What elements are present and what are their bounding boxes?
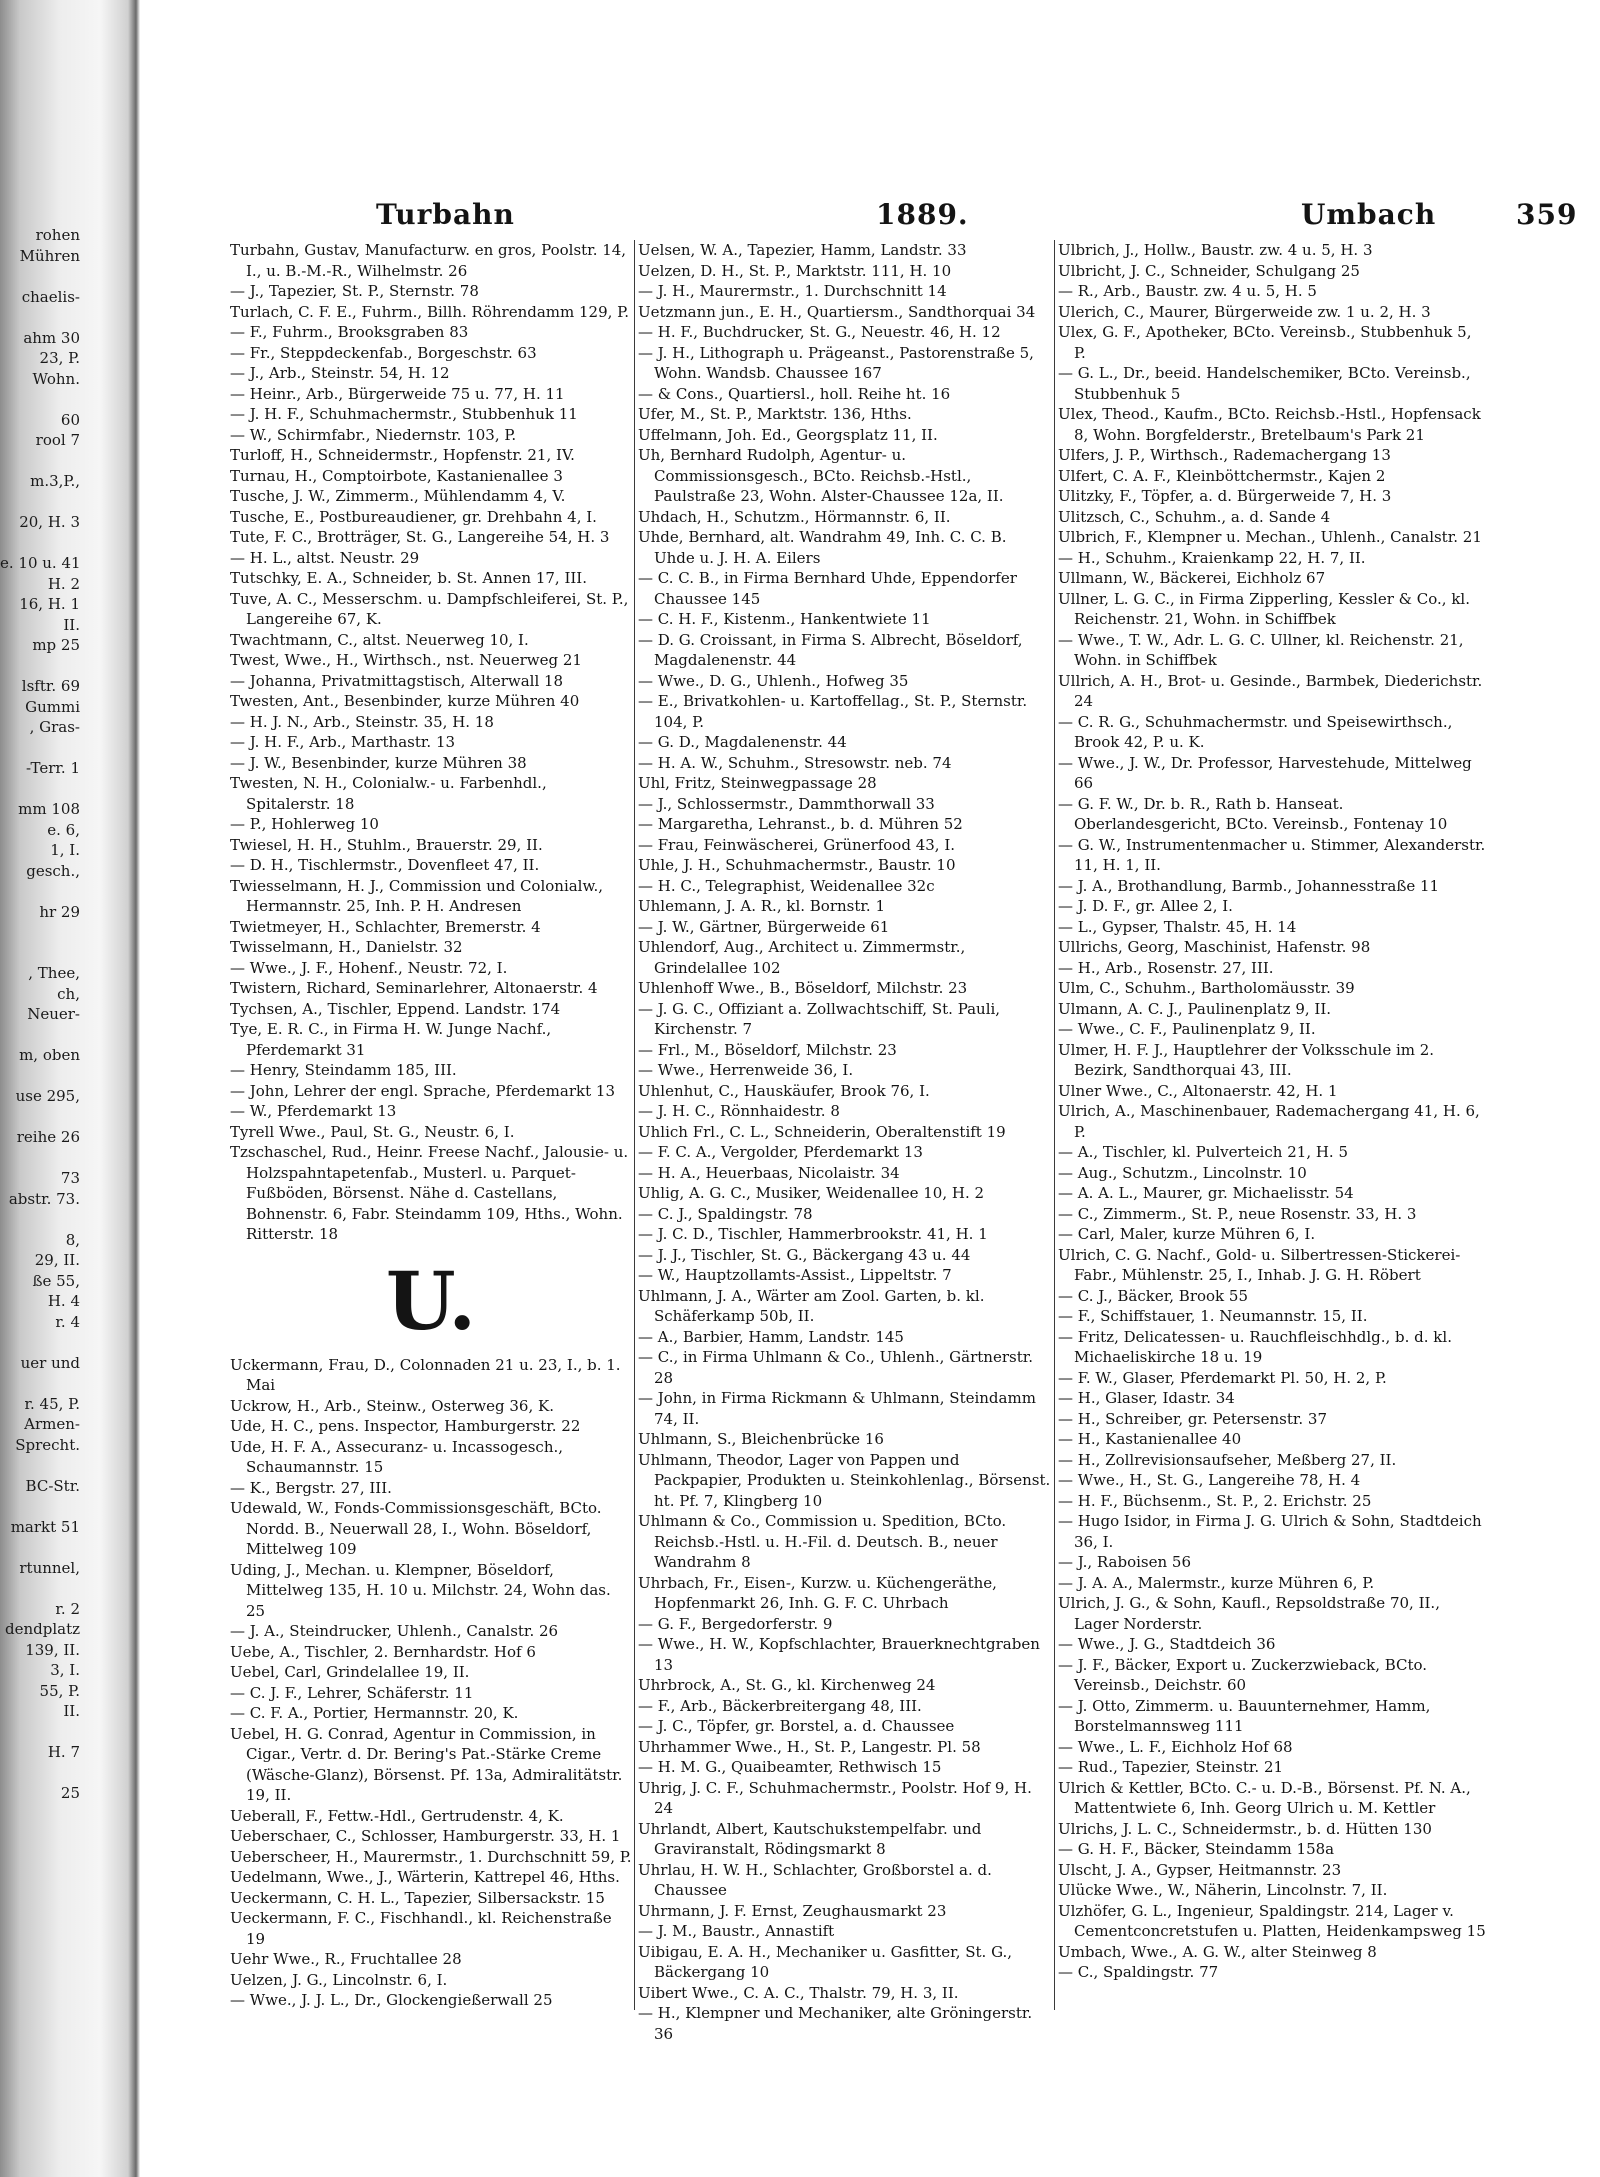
directory-entry: — J. D. F., gr. Allee 2, I. xyxy=(1058,897,1233,915)
gutter-fragment: 60 xyxy=(60,410,80,429)
directory-entry: — J. H., Lithograph u. Prägeanst., Pastorenstraße 5, Wohn. Wandsb. Chaussee 167 xyxy=(638,343,1034,382)
gutter-fragment xyxy=(0,738,80,759)
gutter-fragment: Neuer- xyxy=(27,1005,80,1023)
directory-entry: — F., Schiffstauer, 1. Neumannstr. 15, II. xyxy=(1058,1307,1368,1325)
gutter-fragment: 139, II. xyxy=(25,1640,80,1659)
gutter-fragment xyxy=(0,389,80,410)
directory-entry: Uhlenhut, C., Hauskäufer, Brook 76, I. xyxy=(638,1081,930,1100)
directory-entry: — C. J. F., Lehrer, Schäferstr. 11 xyxy=(230,1683,474,1702)
gutter-fragment: 3, I. xyxy=(50,1661,80,1679)
gutter-fragment: lsftr. 69 xyxy=(21,677,80,695)
directory-entry: Ulfers, J. P., Wirthsch., Rademachergang 13 xyxy=(1058,446,1391,464)
directory-entry: — John, in Firma Rickmann & Uhlmann, Steindamm 74, II. xyxy=(638,1389,1036,1428)
gutter-fragment: e. 10 u. 41 xyxy=(0,554,81,572)
directory-entry: Ulrich, C. G. Nachf., Gold- u. Silbertressen-Stickerei-Fabr., Mühlenstr. 25, I., Inhab. J. G. H. Röbert xyxy=(1058,1245,1461,1284)
gutter-fragment xyxy=(0,1578,80,1599)
gutter-fragment: markt 51 xyxy=(10,1517,80,1536)
directory-entry: Uhlemann, J. A. R., kl. Bornstr. 1 xyxy=(638,897,885,915)
directory-entry: — Wwe., T. W., Adr. L. G. C. Ullner, kl. Reichenstr. 21, Wohn. in Schiffbek xyxy=(1058,630,1464,669)
directory-entry: Ude, H. C., pens. Inspector, Hamburgerstr. 22 xyxy=(230,1417,581,1435)
directory-entry: — F. W., Glaser, Pferdemarkt Pl. 50, H. 2, P. xyxy=(1058,1368,1387,1387)
gutter-fragment: e. 6, xyxy=(47,820,80,839)
directory-entry: — Wwe., J. G., Stadtdeich 36 xyxy=(1058,1635,1276,1653)
directory-entry: — J. H., Maurermstr., 1. Durchschnitt 14 xyxy=(638,282,947,300)
directory-entry: Tychsen, A., Tischler, Eppend. Landstr. 174 xyxy=(230,999,561,1018)
directory-entry: — H., Schuhm., Kraienkamp 22, H. 7, II. xyxy=(1058,548,1366,567)
gutter-fragment: mm 108 xyxy=(18,800,80,818)
directory-entry: Uhrlau, H. W. H., Schlachter, Großborstel a. d. Chaussee xyxy=(638,1860,992,1899)
directory-entry: Tye, E. R. C., in Firma H. W. Junge Nachf., Pferdemarkt 31 xyxy=(230,1020,552,1059)
directory-entry: Uhl, Fritz, Steinwegpassage 28 xyxy=(638,774,877,792)
directory-entry: — H. J. N., Arb., Steinstr. 35, H. 18 xyxy=(230,712,494,731)
directory-entry: Ullmann, W., Bäckerei, Eichholz 67 xyxy=(1058,569,1326,587)
gutter-fragment: H. 2 xyxy=(47,574,80,593)
directory-entry: — Henry, Steindamm 185, III. xyxy=(230,1061,457,1079)
column-rule xyxy=(1054,240,1055,2010)
gutter-fragment: 29, II. xyxy=(34,1251,80,1269)
gutter-fragment: , Thee, xyxy=(28,964,80,982)
gutter-fragment: ch, xyxy=(57,984,80,1003)
directory-entry: — J. C., Töpfer, gr. Borstel, a. d. Chaussee xyxy=(638,1717,955,1735)
gutter-fragment: 23, P. xyxy=(39,349,80,367)
directory-entry: — Fritz, Delicatessen- u. Rauchfleischhdlg., b. d. kl. Michaeliskirche 18 u. 19 xyxy=(1058,1327,1452,1366)
directory-entry: — H., Klempner und Mechaniker, alte Gröningerstr. 36 xyxy=(638,2004,1033,2043)
directory-entry: — J., Schlossermstr., Dammthorwall 33 xyxy=(638,794,935,813)
directory-entry: — J. H. F., Schuhmachermstr., Stubbenhuk 11 xyxy=(230,405,578,423)
directory-entry: Uckrow, H., Arb., Steinw., Osterweg 36, K. xyxy=(230,1396,554,1415)
page-header xyxy=(226,198,1576,234)
directory-entry: Uhlmann, J. A., Wärter am Zool. Garten, b. kl. Schäferkamp 50b, II. xyxy=(638,1286,985,1325)
directory-entry: Ulmann, A. C. J., Paulinenplatz 9, II. xyxy=(1058,999,1332,1018)
directory-entry: — Wwe., J. F., Hohenf., Neustr. 72, I. xyxy=(230,958,508,977)
directory-entry: Uckermann, Frau, D., Colonnaden 21 u. 23, I., b. 1. Mai xyxy=(230,1355,621,1394)
directory-entry: — Heinr., Arb., Bürgerweide 75 u. 77, H. 11 xyxy=(230,384,565,403)
gutter-fragment: rtunnel, xyxy=(19,1558,80,1577)
gutter-fragment: -Terr. 1 xyxy=(25,759,80,777)
directory-entry: Twietmeyer, H., Schlachter, Bremerstr. 4 xyxy=(230,917,541,936)
directory-entry: — J. J., Tischler, St. G., Bäckergang 43 u. 44 xyxy=(638,1245,971,1264)
directory-entry: — E., Brivatkohlen- u. Kartoffellag., St. P., Sternstr. 104, P. xyxy=(638,692,1028,731)
directory-entry: — C. R. G., Schuhmachermstr. und Speisewirthsch., Brook 42, P. u. K. xyxy=(1058,712,1453,751)
header-year: 1889. xyxy=(876,198,969,231)
directory-entry: — J. G. C., Offiziant a. Zollwachtschiff, St. Pauli, Kirchenstr. 7 xyxy=(638,999,1001,1038)
directory-entry: Uhrhammer Wwe., H., St. P., Langestr. Pl. 58 xyxy=(638,1737,981,1756)
gutter-fragment: 55, P. xyxy=(39,1681,80,1700)
directory-entry: Turnau, H., Comptoirbote, Kastanienallee 3 xyxy=(230,466,563,485)
directory-entry: Tuve, A. C., Messerschm. u. Dampfschleiferei, St. P., Langereihe 67, K. xyxy=(230,589,629,628)
directory-entry: Uelsen, W. A., Tapezier, Hamm, Landstr. 33 xyxy=(638,241,967,259)
directory-entry: — J. A. A., Malermstr., kurze Mühren 6, P. xyxy=(1058,1573,1375,1592)
directory-entry: Uebe, A., Tischler, 2. Bernhardstr. Hof 6 xyxy=(230,1642,536,1661)
gutter-fragment xyxy=(0,1373,80,1394)
directory-entry: — Wwe., J. W., Dr. Professor, Harvestehude, Mittelweg 66 xyxy=(1058,753,1472,792)
gutter-fragment: uer und xyxy=(20,1353,80,1372)
directory-entry: — H. M. G., Quaibeamter, Rethwisch 15 xyxy=(638,1758,942,1776)
directory-entry: — G. F., Bergedorferstr. 9 xyxy=(638,1614,833,1633)
directory-entry: Ueberschaer, C., Schlosser, Hamburgerstr. 33, H. 1 xyxy=(230,1827,621,1845)
gutter-fragment: abstr. 73. xyxy=(8,1189,80,1208)
directory-entry: Uelzen, D. H., St. P., Marktstr. 111, H. 10 xyxy=(638,261,952,280)
directory-entry: Twachtmann, C., altst. Neuerweg 10, I. xyxy=(230,630,529,649)
directory-entry: Uhrig, J. C. F., Schuhmachermstr., Poolstr. Hof 9, H. 24 xyxy=(638,1778,1032,1817)
directory-entry: Twisselmann, H., Danielstr. 32 xyxy=(230,938,463,956)
directory-entry: Ulrich, A., Maschinenbauer, Rademachergang 41, H. 6, P. xyxy=(1058,1102,1480,1141)
directory-entry: — J. Otto, Zimmerm. u. Bauunternehmer, Hamm, Borstelmannsweg 111 xyxy=(1058,1696,1431,1735)
gutter-fragment xyxy=(0,779,80,800)
header-last-entry: Umbach xyxy=(1301,198,1437,231)
directory-entry: Ulrichs, J. L. C., Schneidermstr., b. d. Hütten 130 xyxy=(1058,1819,1432,1838)
directory-entry: Ulerich, C., Maurer, Bürgerweide zw. 1 u. 2, H. 3 xyxy=(1058,302,1431,321)
directory-entry: Uhle, J. H., Schuhmachermstr., Baustr. 10 xyxy=(638,856,956,874)
directory-entry: — J. W., Besenbinder, kurze Mühren 38 xyxy=(230,753,527,772)
gutter-fragment: Gummi xyxy=(25,697,80,716)
directory-entry: Uhrmann, J. F. Ernst, Zeughausmarkt 23 xyxy=(638,1901,947,1920)
directory-entry: — A., Barbier, Hamm, Landstr. 145 xyxy=(638,1327,904,1346)
previous-page-fragments xyxy=(0,225,80,1804)
directory-entry: — J. H. F., Arb., Marthastr. 13 xyxy=(230,733,456,751)
directory-entry: Uibigau, E. A. H., Mechaniker u. Gasfitter, St. G., Bäckergang 10 xyxy=(638,1942,1013,1981)
directory-entry: Ulmer, H. F. J., Hauptlehrer der Volksschule im 2. Bezirk, Sandthorquai 43, III. xyxy=(1058,1040,1435,1079)
directory-entry: Uhrlandt, Albert, Kautschukstempelfabr. und Graviranstalt, Rödingsmarkt 8 xyxy=(638,1819,982,1858)
directory-entry: Ulex, Theod., Kaufm., BCto. Reichsb.-Hstl., Hopfensack 8, Wohn. Borgfelderstr., Bretelbaum's Park 21 xyxy=(1058,405,1481,444)
gutter-fragment: 20, H. 3 xyxy=(19,513,80,531)
column-2 xyxy=(638,240,1052,2043)
directory-entry: — F., Arb., Bäckerbreitergang 48, III. xyxy=(638,1696,922,1715)
directory-entry: Ueckermann, F. C., Fischhandl., kl. Reichenstraße 19 xyxy=(230,1909,612,1948)
header-first-entry: Turbahn xyxy=(376,198,515,231)
directory-entry: — Wwe., Herrenweide 36, I. xyxy=(638,1061,854,1079)
gutter-fragment xyxy=(0,1107,80,1128)
directory-entry: — A. A. L., Maurer, gr. Michaelisstr. 54 xyxy=(1058,1184,1354,1202)
directory-entry: Twest, Wwe., H., Wirthsch., nst. Neuerweg 21 xyxy=(230,651,582,669)
directory-entry: Uhlig, A. G. C., Musiker, Weidenallee 10, H. 2 xyxy=(638,1184,985,1202)
directory-entry: — Wwe., D. G., Uhlenh., Hofweg 35 xyxy=(638,671,909,690)
directory-entry: Turbahn, Gustav, Manufacturw. en gros, Poolstr. 14, I., u. B.-M.-R., Wilhelmstr. 26 xyxy=(230,241,627,280)
directory-entry: — H. C., Telegraphist, Weidenallee 32c xyxy=(638,876,935,895)
directory-entry: — C. J., Bäcker, Brook 55 xyxy=(1058,1286,1248,1305)
directory-entry: — G. F. W., Dr. b. R., Rath b. Hanseat. Oberlandesgericht, BCto. Vereinsb., Fontenay 10 xyxy=(1058,794,1448,833)
gutter-fragment: r. 45, P. xyxy=(24,1394,80,1413)
directory-entry: — H., Glaser, Idastr. 34 xyxy=(1058,1389,1235,1407)
gutter-fragment: rohen xyxy=(35,226,80,244)
directory-entry: Ulbrich, F., Klempner u. Mechan., Uhlenh., Canalstr. 21 xyxy=(1058,528,1482,546)
directory-entry: — H. A. W., Schuhm., Stresowstr. neb. 74 xyxy=(638,753,952,772)
directory-entry: Umbach, Wwe., A. G. W., alter Steinweg 8 xyxy=(1058,1942,1377,1961)
directory-entry: Uelzen, J. G., Lincolnstr. 6, I. xyxy=(230,1970,448,1989)
section-letter: U. xyxy=(385,1253,477,1348)
directory-entry: — C., Spaldingstr. 77 xyxy=(1058,1963,1219,1981)
directory-entry: Ulner Wwe., C., Altonaerstr. 42, H. 1 xyxy=(1058,1081,1338,1100)
directory-entry: — Wwe., J. J. L., Dr., Glockengießerwall 25 xyxy=(230,1991,553,2009)
gutter-fragment xyxy=(0,922,80,943)
directory-entry: Ueberall, F., Fettw.-Hdl., Gertrudenstr. 4, K. xyxy=(230,1806,564,1825)
gutter-fragment: reihe 26 xyxy=(16,1128,80,1146)
directory-entry: Uhlenhoff Wwe., B., Böseldorf, Milchstr. 23 xyxy=(638,979,968,997)
directory-entry: — J., Raboisen 56 xyxy=(1058,1553,1192,1571)
directory-entry: Tutschky, E. A., Schneider, b. St. Annen 17, III. xyxy=(230,569,587,587)
directory-entry: Uhrbach, Fr., Eisen-, Kurzw. u. Küchengeräthe, Hopfenmarkt 26, Inh. G. F. C. Uhrbach xyxy=(638,1573,997,1612)
gutter-fragment xyxy=(0,881,80,902)
gutter-fragment xyxy=(0,533,80,554)
gutter-fragment: H. 4 xyxy=(47,1292,80,1310)
book-gutter xyxy=(0,0,140,2177)
directory-entry: Uehr Wwe., R., Fruchtallee 28 xyxy=(230,1950,462,1968)
directory-entry: Ulzhöfer, G. L., Ingenieur, Spaldingstr. 214, Lager v. Cementconcretstufen u. Platten, Heidenkampsweg 15 xyxy=(1058,1901,1486,1940)
directory-entry: Ulücke Wwe., W., Näherin, Lincolnstr. 7, II. xyxy=(1058,1881,1388,1899)
gutter-fragment xyxy=(0,492,80,513)
directory-entry: Uhlmann, Theodor, Lager von Pappen und Packpapier, Produkten u. Steinkohlenlag., Börsenst. ht. Pf. 7, Klingberg 10 xyxy=(638,1450,1051,1510)
directory-entry: — Wwe., L. F., Eichholz Hof 68 xyxy=(1058,1737,1293,1756)
directory-entry: — Margaretha, Lehranst., b. d. Mühren 52 xyxy=(638,815,963,833)
directory-entry: — C. C. B., in Firma Bernhard Uhde, Eppendorfer Chaussee 145 xyxy=(638,569,1017,608)
directory-entry: Ulitzky, F., Töpfer, a. d. Bürgerweide 7, H. 3 xyxy=(1058,487,1392,505)
gutter-fragment: 16, H. 1 xyxy=(19,595,80,613)
directory-entry: — W., Schirmfabr., Niedernstr. 103, P. xyxy=(230,425,517,444)
directory-entry: Ulitzsch, C., Schuhm., a. d. Sande 4 xyxy=(1058,507,1331,526)
gutter-fragment: Wohn. xyxy=(32,369,80,388)
gutter-fragment: ße 55, xyxy=(32,1271,80,1290)
directory-entry: — R., Arb., Baustr. zw. 4 u. 5, H. 5 xyxy=(1058,282,1317,300)
directory-entry: Uhlendorf, Aug., Architect u. Zimmermstr., Grindelallee 102 xyxy=(638,938,966,977)
directory-entry: Ulrich & Kettler, BCto. C.- u. D.-B., Börsenst. Pf. N. A., Mattentwiete 6, Inh. Georg Ulrich u. M. Kettler xyxy=(1058,1778,1471,1817)
gutter-fragment xyxy=(0,656,80,677)
directory-entry: Ulbricht, J. C., Schneider, Schulgang 25 xyxy=(1058,261,1360,280)
directory-entry: Uebel, Carl, Grindelallee 19, II. xyxy=(230,1663,470,1681)
directory-entry: — H. L., altst. Neustr. 29 xyxy=(230,548,420,567)
directory-entry: — J. A., Steindrucker, Uhlenh., Canalstr. 26 xyxy=(230,1622,559,1640)
directory-entry: — W., Pferdemarkt 13 xyxy=(230,1102,397,1120)
directory-entry: Uding, J., Mechan. u. Klempner, Böseldorf, Mittelweg 135, H. 10 u. Milchstr. 24, Wohn das. 25 xyxy=(230,1560,611,1620)
directory-entry: — H. F., Büchsenm., St. P., 2. Erichstr. 25 xyxy=(1058,1491,1372,1510)
directory-entry: Ude, H. F. A., Assecuranz- u. Incassogesch., Schaumannstr. 15 xyxy=(230,1437,564,1476)
gutter-fragment: gesch., xyxy=(26,861,80,880)
directory-entry: Uedelmann, Wwe., J., Wärterin, Kattrepel 46, Hths. xyxy=(230,1868,620,1886)
directory-entry: — P., Hohlerweg 10 xyxy=(230,815,379,833)
columns xyxy=(222,240,1582,2043)
directory-entry: Ulm, C., Schuhm., Bartholomäusstr. 39 xyxy=(1058,979,1355,997)
directory-entry: Ullrichs, Georg, Maschinist, Hafenstr. 98 xyxy=(1058,938,1371,956)
gutter-fragment: m, oben xyxy=(19,1046,80,1064)
gutter-fragment xyxy=(0,1066,80,1087)
directory-entry: — J. F., Bäcker, Export u. Zuckerzwieback, BCto. Vereinsb., Deichstr. 60 xyxy=(1058,1655,1428,1694)
directory-entry: Uibert Wwe., C. A. C., Thalstr. 79, H. 3, II. xyxy=(638,1983,959,2002)
directory-entry: — & Cons., Quartiersl., holl. Reihe ht. 16 xyxy=(638,384,951,403)
directory-entry: — Frl., M., Böseldorf, Milchstr. 23 xyxy=(638,1040,897,1059)
directory-entry: — Frau, Feinwäscherei, Grünerfood 43, I. xyxy=(638,835,956,854)
directory-entry: Ueberscheer, H., Maurermstr., 1. Durchschnitt 59, P. xyxy=(230,1847,632,1866)
directory-entry: Uetzmann jun., E. H., Quartiersm., Sandthorquai 34 xyxy=(638,302,1036,321)
directory-entry: — Wwe., H., St. G., Langereihe 78, H. 4 xyxy=(1058,1471,1361,1489)
gutter-fragment xyxy=(0,1455,80,1476)
directory-entry: Twiesselmann, H. J., Commission und Colonialw., Hermannstr. 25, Inh. P. H. Andresen xyxy=(230,876,604,915)
gutter-fragment: Armen- xyxy=(24,1415,80,1433)
directory-entry: — C., Zimmerm., St. P., neue Rosenstr. 33, H. 3 xyxy=(1058,1204,1417,1223)
directory-entry: — F., Fuhrm., Brooksgraben 83 xyxy=(230,323,469,341)
directory-entry: — Wwe., C. F., Paulinenplatz 9, II. xyxy=(1058,1020,1316,1038)
directory-entry: — Aug., Schutzm., Lincolnstr. 10 xyxy=(1058,1163,1307,1182)
directory-entry: — J. C. D., Tischler, Hammerbrookstr. 41, H. 1 xyxy=(638,1225,988,1243)
directory-entry: — Carl, Maler, kurze Mühren 6, I. xyxy=(1058,1225,1316,1243)
directory-entry: Tusche, J. W., Zimmerm., Mühlendamm 4, V. xyxy=(230,487,566,505)
directory-entry: — C. H. F., Kistenm., Hankentwiete 11 xyxy=(638,610,931,628)
directory-entry: — J. A., Brothandlung, Barmb., Johannesstraße 11 xyxy=(1058,876,1440,895)
directory-entry: Twistern, Richard, Seminarlehrer, Altonaerstr. 4 xyxy=(230,979,598,997)
gutter-fragment: dendplatz xyxy=(4,1620,80,1638)
directory-entry: Udewald, W., Fonds-Commissionsgeschäft, BCto. Nordd. B., Neuerwall 28, I., Wohn. Böseldorf, Mittelweg 109 xyxy=(230,1499,602,1558)
directory-entry: — C. J., Spaldingstr. 78 xyxy=(638,1204,813,1223)
gutter-fragment xyxy=(0,1148,80,1169)
directory-entry: — D. H., Tischlermstr., Dovenfleet 47, II. xyxy=(230,856,540,874)
directory-entry: — L., Gypser, Thalstr. 45, H. 14 xyxy=(1058,917,1297,936)
directory-entry: Uhrbrock, A., St. G., kl. Kirchenweg 24 xyxy=(638,1676,936,1694)
directory-entry: Tyrell Wwe., Paul, St. G., Neustr. 6, I. xyxy=(230,1122,515,1141)
gutter-fragment: m.3,P., xyxy=(30,472,80,490)
gutter-fragment: mp 25 xyxy=(32,636,80,654)
gutter-fragment: 8, xyxy=(65,1230,80,1249)
gutter-fragment xyxy=(0,451,80,472)
gutter-fragment xyxy=(0,307,80,328)
gutter-fragment: 1, I. xyxy=(50,841,80,859)
directory-entry: Ulfert, C. A. F., Kleinböttchermstr., Kajen 2 xyxy=(1058,466,1386,485)
column-1 xyxy=(230,240,632,2020)
gutter-fragment: chaelis- xyxy=(21,287,80,306)
directory-page xyxy=(150,0,1580,2177)
gutter-fragment xyxy=(0,1209,80,1230)
directory-entry: — H., Schreiber, gr. Petersenstr. 37 xyxy=(1058,1409,1328,1428)
directory-entry: — J., Tapezier, St. P., Sternstr. 78 xyxy=(230,282,479,300)
directory-entry: Turlach, C. F. E., Fuhrm., Billh. Röhrendamm 129, P. xyxy=(230,302,629,321)
directory-entry: — Rud., Tapezier, Steinstr. 21 xyxy=(1058,1758,1284,1776)
directory-entry: Ulbrich, J., Hollw., Baustr. zw. 4 u. 5, H. 3 xyxy=(1058,241,1373,259)
directory-entry: — J., Arb., Steinstr. 54, H. 12 xyxy=(230,364,450,382)
directory-entry: Twesten, N. H., Colonialw.- u. Farbenhdl., Spitalerstr. 18 xyxy=(230,774,547,813)
gutter-fragment: ahm 30 xyxy=(23,328,80,347)
directory-entry: — H., Zollrevisionsaufseher, Meßberg 27, II. xyxy=(1058,1450,1397,1469)
gutter-fragment xyxy=(0,943,80,964)
directory-entry: — Fr., Steppdeckenfab., Borgeschstr. 63 xyxy=(230,343,537,362)
directory-entry: — J. M., Baustr., Annastift xyxy=(638,1922,835,1940)
directory-entry: Twiesel, H. H., Stuhlm., Brauerstr. 29, II. xyxy=(230,835,543,854)
directory-entry: — H., Arb., Rosenstr. 27, III. xyxy=(1058,958,1274,977)
gutter-fragment xyxy=(0,1332,80,1353)
gutter-fragment: r. 4 xyxy=(55,1312,80,1331)
column-3 xyxy=(1058,240,1488,2020)
directory-entry: — K., Bergstr. 27, III. xyxy=(230,1478,392,1497)
directory-entry: Tute, F. C., Brotträger, St. G., Langereihe 54, H. 3 xyxy=(230,528,610,546)
directory-entry: — A., Tischler, kl. Pulverteich 21, H. 5 xyxy=(1058,1143,1349,1161)
directory-entry: — Wwe., H. W., Kopfschlachter, Brauerknechtgraben 13 xyxy=(638,1635,1040,1674)
gutter-fragment: use 295, xyxy=(15,1087,80,1105)
directory-entry: Turloff, H., Schneidermstr., Hopfenstr. 21, IV. xyxy=(230,446,575,464)
directory-entry: — John, Lehrer der engl. Sprache, Pferdemarkt 13 xyxy=(230,1081,615,1100)
directory-entry: Tusche, E., Postbureaudiener, gr. Drehbahn 4, I. xyxy=(230,507,597,526)
gutter-fragment: BC-Str. xyxy=(25,1476,80,1495)
directory-entry: Twesten, Ant., Besenbinder, kurze Mühren 40 xyxy=(230,692,580,710)
directory-entry: Ulex, G. F., Apotheker, BCto. Vereinsb., Stubbenhuk 5, P. xyxy=(1058,323,1472,362)
gutter-fragment xyxy=(0,1496,80,1517)
directory-entry: Ullner, L. G. C., in Firma Zipperling, Kessler & Co., kl. Reichenstr. 21, Wohn. in Schiffbek xyxy=(1058,589,1470,628)
gutter-fragment: 25 xyxy=(60,1784,80,1802)
directory-entry: — Hugo Isidor, in Firma J. G. Ulrich & Sohn, Stadtdeich 36, I. xyxy=(1058,1512,1482,1551)
column-rule xyxy=(634,240,635,2010)
gutter-fragment xyxy=(0,1722,80,1743)
directory-entry: Uebel, H. G. Conrad, Agentur in Commission, in Cigar., Vertr. d. Dr. Bering's Pat.-Stärke Creme (Wäsche-Glanz), Börsenst. Pf. 13a, Admiralitätstr. 19, II. xyxy=(230,1724,623,1804)
gutter-fragment xyxy=(0,1025,80,1046)
directory-entry: — G. W., Instrumentenmacher u. Stimmer, Alexanderstr. 11, H. 1, II. xyxy=(1058,835,1486,874)
gutter-fragment xyxy=(0,1537,80,1558)
directory-entry: Tzschaschel, Rud., Heinr. Freese Nachf., Jalousie- u. Holzspahntapetenfab., Musterl. u. Parquet-Fußböden, Börsenst. Nähe d. Castellans, Bohnenstr. 6, Fabr. Steindamm 109, Hths., Wohn. Ritterstr. 18 xyxy=(230,1143,629,1243)
directory-entry: Ulrich, J. G., & Sohn, Kaufl., Repsoldstraße 70, II., Lager Norderstr. xyxy=(1058,1594,1440,1633)
directory-entry: — F. C. A., Vergolder, Pferdemarkt 13 xyxy=(638,1143,923,1161)
directory-entry: — Johanna, Privatmittagstisch, Alterwall 18 xyxy=(230,671,564,690)
directory-entry: — H. A., Heuerbaas, Nicolaistr. 34 xyxy=(638,1163,900,1182)
directory-entry: Uffelmann, Joh. Ed., Georgsplatz 11, II. xyxy=(638,425,938,444)
directory-entry: Uhdach, H., Schutzm., Hörmannstr. 6, II. xyxy=(638,507,951,526)
directory-entry: Ueckermann, C. H. L., Tapezier, Silbersackstr. 15 xyxy=(230,1888,605,1907)
gutter-fragment: II. xyxy=(63,615,80,634)
gutter-fragment: 73 xyxy=(60,1169,80,1187)
gutter-fragment: Mühren xyxy=(19,246,80,265)
gutter-fragment xyxy=(0,266,80,287)
directory-entry: — H. F., Buchdrucker, St. G., Neuestr. 46, H. 12 xyxy=(638,323,1001,341)
gutter-fragment: II. xyxy=(63,1702,80,1720)
directory-entry: Ullrich, A. H., Brot- u. Gesinde., Barmbek, Diederichstr. 24 xyxy=(1058,671,1483,710)
directory-entry: — J. W., Gärtner, Bürgerweide 61 xyxy=(638,917,890,936)
directory-entry: Uhlmann, S., Bleichenbrücke 16 xyxy=(638,1430,884,1448)
gutter-fragment: rool 7 xyxy=(35,431,80,449)
directory-entry: — J. H. C., Rönnhaidestr. 8 xyxy=(638,1102,840,1120)
gutter-fragment: hr 29 xyxy=(39,902,80,921)
directory-entry: — D. G. Croissant, in Firma S. Albrecht, Böseldorf, Magdalenenstr. 44 xyxy=(638,630,1023,669)
gutter-fragment: r. 2 xyxy=(55,1599,80,1618)
directory-entry: — G. H. F., Bäcker, Steindamm 158a xyxy=(1058,1840,1335,1858)
directory-entry: Uh, Bernhard Rudolph, Agentur- u. Commissionsgesch., BCto. Reichsb.-Hstl., Paulstraße 23, Wohn. Alster-Chaussee 12a, II. xyxy=(638,446,1004,505)
directory-entry: Ulscht, J. A., Gypser, Heitmannstr. 23 xyxy=(1058,1860,1342,1879)
page-number: 359 xyxy=(1516,198,1578,231)
directory-entry: — G. D., Magdalenenstr. 44 xyxy=(638,733,847,751)
gutter-fragment xyxy=(0,1763,80,1784)
directory-entry: Ufer, M., St. P., Marktstr. 136, Hths. xyxy=(638,405,912,423)
directory-entry: — W., Hauptzollamts-Assist., Lippeltstr. 7 xyxy=(638,1266,952,1284)
directory-entry: Uhlmann & Co., Commission u. Spedition, BCto. Reichsb.-Hstl. u. H.-Fil. d. Deutsch. B., neuer Wandrahm 8 xyxy=(638,1512,1007,1571)
directory-entry: — G. L., Dr., beeid. Handelschemiker, BCto. Vereinsb., Stubbenhuk 5 xyxy=(1058,364,1471,403)
gutter-fragment: Sprecht. xyxy=(15,1435,80,1454)
directory-entry: — C., in Firma Uhlmann & Co., Uhlenh., Gärtnerstr. 28 xyxy=(638,1348,1034,1387)
gutter-fragment: , Gras- xyxy=(29,718,80,736)
directory-entry: Uhde, Bernhard, alt. Wandrahm 49, Inh. C. C. B. Uhde u. J. H. A. Eilers xyxy=(638,528,1007,567)
directory-entry: — H., Kastanienallee 40 xyxy=(1058,1430,1242,1448)
directory-entry: — C. F. A., Portier, Hermannstr. 20, K. xyxy=(230,1704,519,1722)
directory-entry: Uhlich Frl., C. L., Schneiderin, Oberaltenstift 19 xyxy=(638,1122,1006,1141)
gutter-fragment: H. 7 xyxy=(47,1743,80,1761)
